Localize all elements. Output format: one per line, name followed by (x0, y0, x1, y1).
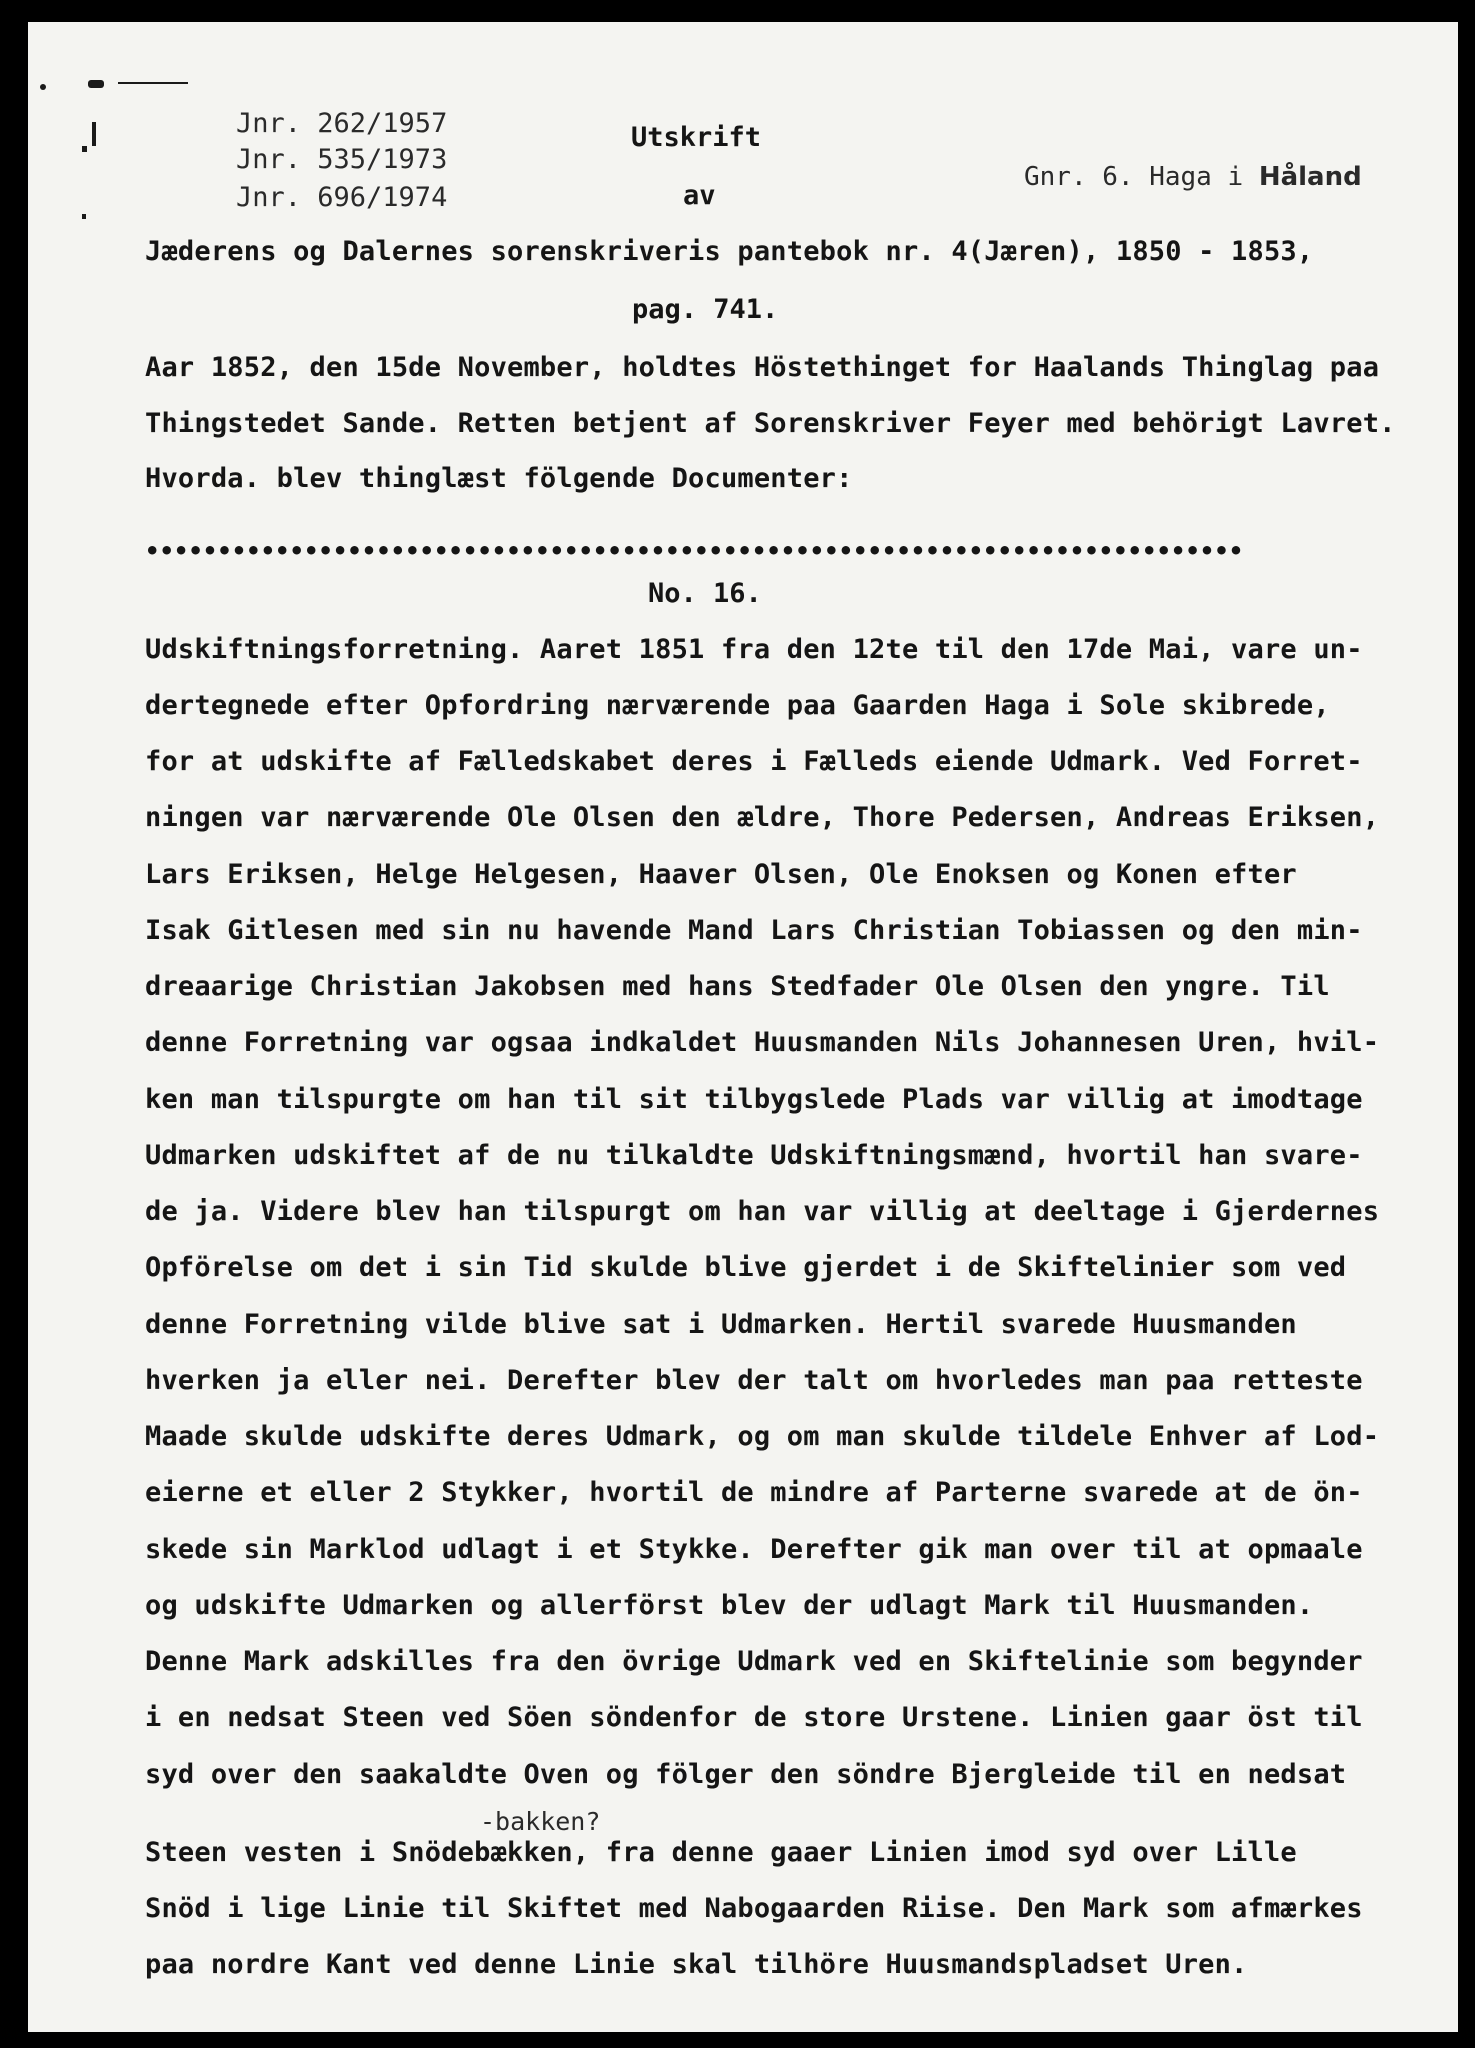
source-line: Jæderens og Dalernes sorenskriveris pantebok nr. 4(Jæren), 1850 - 1853, (145, 236, 1314, 267)
journal-number-1: Jnr. 262/1957 (236, 108, 448, 139)
handwritten-annotation: -bakken? (480, 1807, 601, 1836)
intro-line: Thingstedet Sande. Retten betjent af Sorenskriver Feyer med behörigt Lavret. (145, 408, 1396, 439)
body-line: skede sin Marklod udlagt i et Stykke. Derefter gik man over til at opmaale (145, 1534, 1363, 1565)
body-line: Snöd i lige Linie til Skiftet med Nabogaarden Riise. Den Mark som afmærkes (145, 1893, 1363, 1924)
farm-reference-prefix: Gnr. 6. Haga i (1024, 162, 1259, 192)
body-line: Steen vesten i Snödebækken, fra denne gaaer Linien imod syd over Lille (145, 1837, 1297, 1868)
margin-mark (40, 84, 46, 90)
document-title-av: av (683, 180, 716, 211)
document-number: No. 16. (648, 578, 762, 609)
margin-mark (82, 146, 87, 152)
body-line: paa nordre Kant ved denne Linie skal tilhöre Huusmandspladset Uren. (145, 1949, 1248, 1980)
document-title: Utskrift (631, 122, 762, 153)
farm-reference (1024, 162, 1362, 192)
body-line: Denne Mark adskilles fra den övrige Udmark ved en Skiftelinie som begynder (145, 1646, 1363, 1677)
margin-mark (92, 122, 96, 146)
body-line: Lars Eriksen, Helge Helgesen, Haaver Olsen, Ole Enoksen og Konen efter (145, 859, 1297, 890)
journal-number-2: Jnr. 535/1973 (236, 144, 448, 175)
body-line: Maade skulde udskifte deres Udmark, og om man skulde tildele Enhver af Lod- (145, 1421, 1380, 1452)
body-line: Udmarken udskiftet af de nu tilkaldte Udskiftningsmænd, hvortil han svare- (145, 1140, 1363, 1171)
body-line: de ja. Videre blev han tilspurgt om han var villig at deeltage i Gjerdernes (145, 1196, 1380, 1227)
body-line: ken man tilspurgte om han til sit tilbygslede Plads var villig at imodtage (145, 1084, 1363, 1115)
body-line: dertegnede efter Opfordring nærværende paa Gaarden Haga i Sole skibrede, (145, 690, 1330, 721)
margin-mark (82, 214, 86, 219)
body-line: denne Forretning vilde blive sat i Udmarken. Hertil svarede Huusmanden (145, 1309, 1297, 1340)
dotted-separator: •••••••••••••••••••••••••••••••••••••••••••••••••••••••••••••••••••••••••••• (145, 537, 1244, 565)
farm-reference-place: Håland (1258, 162, 1362, 192)
body-line: syd over den saakaldte Oven og fölger den söndre Bjergleide til en nedsat (145, 1759, 1347, 1790)
body-line: denne Forretning var ogsaa indkaldet Huusmanden Nils Johannesen Uren, hvil- (145, 1027, 1380, 1058)
margin-mark (88, 80, 104, 88)
page-reference: pag. 741. (632, 294, 779, 325)
body-line: i en nedsat Steen ved Söen söndenfor de store Urstene. Linien gaar öst til (145, 1702, 1363, 1733)
body-line: ningen var nærværende Ole Olsen den ældre, Thore Pedersen, Andreas Eriksen, (145, 802, 1380, 833)
margin-mark (118, 82, 188, 84)
body-line: Udskiftningsforretning. Aaret 1851 fra den 12te til den 17de Mai, vare un- (145, 634, 1363, 665)
body-line: og udskifte Udmarken og allerförst blev der udlagt Mark til Huusmanden. (145, 1590, 1314, 1621)
intro-line: Hvorda. blev thinglæst fölgende Documenter: (145, 463, 853, 494)
body-line: dreaarige Christian Jakobsen med hans Stedfader Ole Olsen den yngre. Til (145, 971, 1330, 1002)
document-page (28, 22, 1458, 2032)
body-line: Opförelse om det i sin Tid skulde blive gjerdet i de Skiftelinier som ved (145, 1252, 1347, 1283)
body-line: for at udskifte af Fælledskabet deres i Fælleds eiende Udmark. Ved Forret- (145, 746, 1363, 777)
journal-number-3: Jnr. 696/1974 (236, 182, 448, 213)
body-line: Isak Gitlesen med sin nu havende Mand Lars Christian Tobiassen og den min- (145, 915, 1363, 946)
body-line: hverken ja eller nei. Derefter blev der talt om hvorledes man paa retteste (145, 1365, 1363, 1396)
body-line: eierne et eller 2 Stykker, hvortil de mindre af Parterne svarede at de ön- (145, 1477, 1363, 1508)
intro-line: Aar 1852, den 15de November, holdtes Höstethinget for Haalands Thinglag paa (145, 352, 1380, 383)
